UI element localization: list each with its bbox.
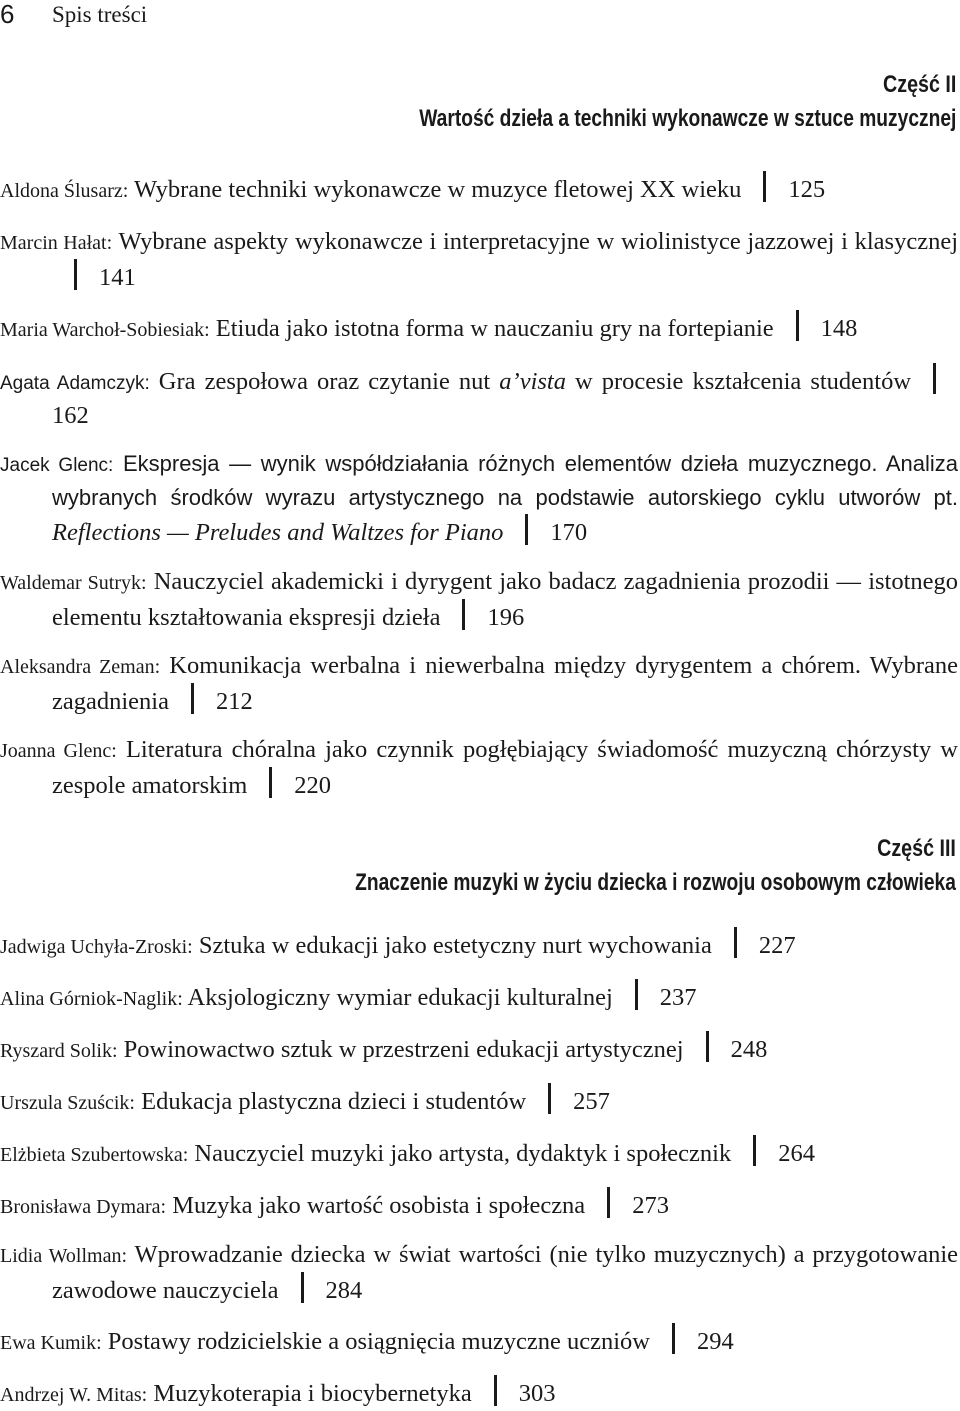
entry-author: Agata Adamczyk:	[0, 373, 150, 394]
entry-title: Sztuka w edukacji jako estetyczny nurt wychowania	[198, 932, 712, 959]
entry-title	[159, 368, 911, 395]
part-title: Wartość dzieła a techniki wykonawcze w sztuce muzycznej	[418, 105, 956, 132]
entry-author: Aleksandra Zeman:	[0, 656, 161, 678]
toc-entry[interactable]	[0, 171, 958, 207]
entry-author: Ewa Kumik:	[0, 1332, 102, 1354]
toc-entry[interactable]	[0, 566, 958, 634]
entry-author: Jacek Glenc:	[0, 455, 114, 476]
toc-entry[interactable]	[0, 1083, 958, 1119]
toc-entry[interactable]	[0, 226, 958, 294]
entry-author: Jadwiga Uchyła-Zroski:	[0, 936, 193, 958]
toc-entry[interactable]	[0, 650, 958, 718]
toc-entry[interactable]	[0, 448, 958, 549]
toc-entry[interactable]	[0, 979, 958, 1015]
part-label: Część II	[882, 71, 956, 98]
entry-page: 248	[730, 1036, 768, 1063]
entry-page: 284	[325, 1277, 363, 1304]
entry-title: Powinowactwo sztuk w przestrzeni edukacji artystycznej	[123, 1036, 684, 1063]
page-separator	[706, 1031, 709, 1062]
entry-title: Nauczyciel akademicki i dyrygent jako badacz zagadnienia prozodii — istotnego elementu kształtowania ekspresji dzieła	[52, 568, 959, 631]
part-heading-2	[285, 68, 956, 136]
page-separator	[74, 259, 77, 290]
page-separator	[753, 1135, 756, 1166]
entry-title-italic: Reflections — Preludes and Waltzes for Piano	[52, 519, 504, 546]
entry-author: Bronisława Dymara:	[0, 1196, 167, 1218]
entry-title: Edukacja plastyczna dzieci i studentów	[141, 1088, 527, 1115]
toc-entry[interactable]	[0, 927, 958, 963]
entry-page: 125	[788, 176, 826, 203]
page-separator	[763, 171, 766, 202]
entry-title: Muzyka jako wartość osobista i społeczna	[172, 1192, 586, 1219]
entry-title-text: Gra zespołowa oraz czytanie nut	[158, 368, 491, 395]
entry-author: Waldemar Sutryk:	[0, 572, 147, 594]
toc-entry[interactable]	[0, 1187, 958, 1223]
entry-page: 237	[659, 984, 697, 1011]
entry-page: 264	[778, 1140, 815, 1167]
entry-title	[52, 450, 958, 546]
entry-author: Alina Górniok-Naglik:	[0, 988, 183, 1010]
toc-entry[interactable]	[0, 363, 958, 432]
page-separator	[796, 310, 799, 341]
page-separator	[734, 927, 737, 958]
toc-part-3	[0, 927, 958, 1411]
entry-page: 170	[550, 519, 588, 546]
entry-title: Literatura chóralna jako czynnik pogłębiający świadomość muzyczną chórzysty w zespole amatorskim	[52, 736, 958, 799]
entry-author: Joanna Glenc:	[0, 740, 117, 762]
entry-author: Aldona Ślusarz:	[0, 180, 129, 202]
entry-page: 303	[518, 1380, 556, 1407]
entry-author: Urszula Szuścik:	[0, 1092, 135, 1114]
entry-author: Elżbieta Szubertowska:	[0, 1144, 189, 1166]
page-separator	[548, 1083, 551, 1114]
entry-title: Aksjologiczny wymiar edukacji kulturalnej	[187, 984, 613, 1011]
entry-page: 273	[632, 1192, 669, 1219]
page-separator	[672, 1323, 675, 1354]
part-label: Część III	[877, 835, 956, 862]
entry-page: 257	[573, 1088, 610, 1115]
page-separator	[301, 1272, 304, 1303]
entry-page: 227	[758, 932, 796, 959]
toc-entry[interactable]	[0, 734, 958, 802]
entry-title: Wybrane techniki wykonawcze w muzyce fletowej XX wieku	[134, 176, 742, 203]
entry-title: Etiuda jako istotna forma w nauczaniu gry na fortepianie	[215, 315, 774, 342]
entry-title-text: Ekspresja — wynik współdziałania różnych elementów dzieła muzycznego. Analiza wybranych środków wyrazu artystycznego na podstawie autorskiego cyklu utworów pt.	[52, 451, 958, 510]
entry-page: 196	[487, 604, 525, 631]
entry-author: Andrzej W. Mitas:	[0, 1384, 148, 1406]
entry-author: Maria Warchoł-Sobiesiak:	[0, 319, 210, 341]
toc-entry[interactable]	[0, 1239, 958, 1307]
entry-title: Muzykoterapia i biocybernetyka	[153, 1380, 472, 1407]
entry-title-text: w procesie kształcenia studentów	[575, 368, 912, 395]
part-heading-3	[205, 832, 956, 900]
toc-entry[interactable]	[0, 1031, 958, 1067]
page-separator	[607, 1187, 610, 1218]
page-separator	[933, 363, 936, 394]
entry-title: Nauczyciel muzyki jako artysta, dydaktyk i społecznik	[194, 1140, 732, 1167]
entry-page: 141	[99, 264, 136, 291]
toc-entry[interactable]	[0, 1135, 958, 1171]
entry-title: Wybrane aspekty wykonawcze i interpretacyjne w wiolinistyce jazzowej i klasycznej	[118, 228, 959, 255]
part-title: Znaczenie muzyki w życiu dziecka i rozwoju osobowym człowieka	[355, 869, 956, 896]
entry-author: Marcin Hałat:	[0, 232, 113, 254]
running-head: Spis treści	[52, 2, 148, 27]
page-separator	[635, 979, 638, 1010]
entry-page: 148	[820, 315, 858, 342]
entry-title-italic: a’vista	[499, 368, 566, 395]
entry-title: Postawy rodzicielskie a osiągnięcia muzyczne uczniów	[107, 1328, 650, 1355]
entry-author: Ryszard Solik:	[0, 1040, 118, 1062]
entry-title: Wprowadzanie dziecka w świat wartości (nie tylko muzycznych) a przygotowanie zawodowe nauczyciela	[52, 1241, 958, 1304]
toc-part-2	[0, 171, 958, 802]
entry-page: 220	[294, 772, 332, 799]
toc-entry[interactable]	[0, 310, 958, 346]
entry-page: 212	[216, 688, 253, 715]
toc-entry[interactable]	[0, 1323, 958, 1359]
entry-page: 162	[52, 402, 89, 429]
page-separator	[191, 683, 194, 714]
entry-author: Lidia Wollman:	[0, 1245, 128, 1267]
page-separator	[462, 599, 465, 630]
page-separator	[269, 767, 272, 798]
entry-page: 294	[697, 1328, 734, 1355]
page-separator	[525, 514, 528, 545]
toc-entry[interactable]	[0, 1375, 958, 1411]
page-separator	[494, 1375, 497, 1406]
page-number: 6	[0, 0, 15, 29]
entry-title: Komunikacja werbalna i niewerbalna między dyrygentem a chórem. Wybrane zagadnienia	[52, 652, 958, 715]
